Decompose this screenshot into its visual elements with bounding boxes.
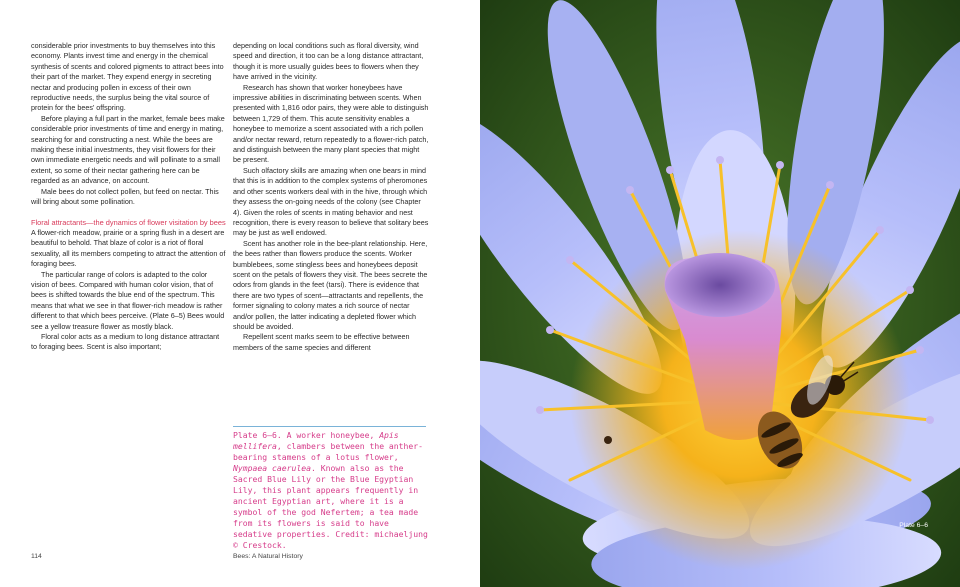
section-heading: Floral attractants—the dynamics of flower visitation by bees (31, 217, 226, 227)
plate-label: Plate 6–6 (899, 522, 928, 529)
paragraph: depending on local conditions such as floral diversity, wind speed and direction, it too can be a long distance attractant, though it is more usually guides bees to flowers when they have arrived in the vicinity. (233, 41, 424, 82)
caption-text: Plate 6–6. A worker honeybee, (233, 430, 380, 440)
caption-species: Nympaea caerulea (233, 463, 311, 473)
small-insect (604, 436, 612, 444)
paragraph: Floral color acts as a medium to long distance attractant to foraging bees. Scent is also important; (31, 331, 220, 352)
page-number: 114 (31, 553, 42, 560)
caption-divider (233, 426, 426, 427)
paragraph: Before playing a full part in the market, female bees make considerable prior investments of time and energy in mating, searching for and constructing a nest. While the bees are making these initial investments, they visit flowers for their own immediate energetic needs and will pollinate to a small extent, so some of their nectar gathering here can be regarded as an advance, on account. (31, 113, 225, 186)
lotus-flower-photo (480, 0, 960, 587)
paragraph: Such olfactory skills are amazing when one bears in mind that this is in addition to the complex systems of pheromones and other scents workers deal with in the hive, through which they assess the on-going needs of the colony (see Chapter 4). Given the roles of scents in mating behavior and nest recognition, there is every reason to believe that solitary bees may be just as well endowed. (233, 165, 429, 238)
paragraph: Repellent scent marks seem to be effective between members of the same species and different (233, 332, 410, 352)
pistil-top (665, 253, 775, 317)
caption-species: Apis mellifera (233, 430, 399, 451)
paragraph: Scent has another role in the bee-plant relationship. Here, the bees rather than flowers produce the scents. Worker bumblebees, some stingless bees and honeybees deposit scent on the petals of flowers they visit. The bees secrete the odors from glands in the feet (tarsi). There is evidence that there are two types of scent—attractants and repellents, the former signaling to colony mates a rich source of nectar and/or pollen, the latter indicating a depleted flower which should be avoided. (233, 238, 428, 331)
paragraph: Male bees do not collect pollen, but feed on nectar. This will bring about some pollination. (31, 186, 219, 207)
text-column-2 (233, 41, 429, 353)
plate-caption (233, 430, 429, 551)
paragraph: A flower-rich meadow, prairie or a spring flush in a desert are beautiful to behold. That blaze of color is a riot of floral sexuality, all its members competing to attract the attention of foraging bees. (31, 227, 226, 269)
paragraph: The particular range of colors is adapted to the color vision of bees. Compared with human color vision, that of bees is shifted towards the blue end of the spectrum. This means that what we see in that flower-rich meadow is rather different to that which bees perceive. (Plate 6–5) Bees would see a yellow treasure flower as mostly black. (31, 269, 225, 331)
paragraph: considerable prior investments to buy themselves into this economy. Plants invest time and energy in the chemical synthesis of scents and colored pigments to attract bees into their part of the market. They expend energy in secreting nectar and producing pollen in excess of their own reproductive needs, the surplus being the vital source of protein for the bees’ offspring. (31, 41, 224, 113)
running-head: Bees: A Natural History (233, 553, 303, 560)
caption-text: , clambers between the anther-bearing stamens of a lotus flower, (233, 441, 424, 462)
paragraph: Research has shown that worker honeybees have impressive abilities in discriminating between scents. When presented with 1,816 odor pairs, they were able to distinguish between 1,729 of them. This acute sensitivity enables a honeybee to memorize a scent associated with a rich pollen and/or nectar reward, return repeatedly to a flower-rich patch, and distinguish between the many plant species that might be present. (233, 82, 429, 165)
caption-text: . Known also as the Sacred Blue Lily or the Blue Egyptian Lily, this plant appears frequently in ancient Egyptian art, where it is a symbol of the god Nefertem; a tea made from its flowers is said to have sedative properties. Credit: michaeljung © Crestock. (233, 463, 428, 550)
text-column-1 (31, 41, 227, 353)
photo-page (480, 0, 960, 587)
